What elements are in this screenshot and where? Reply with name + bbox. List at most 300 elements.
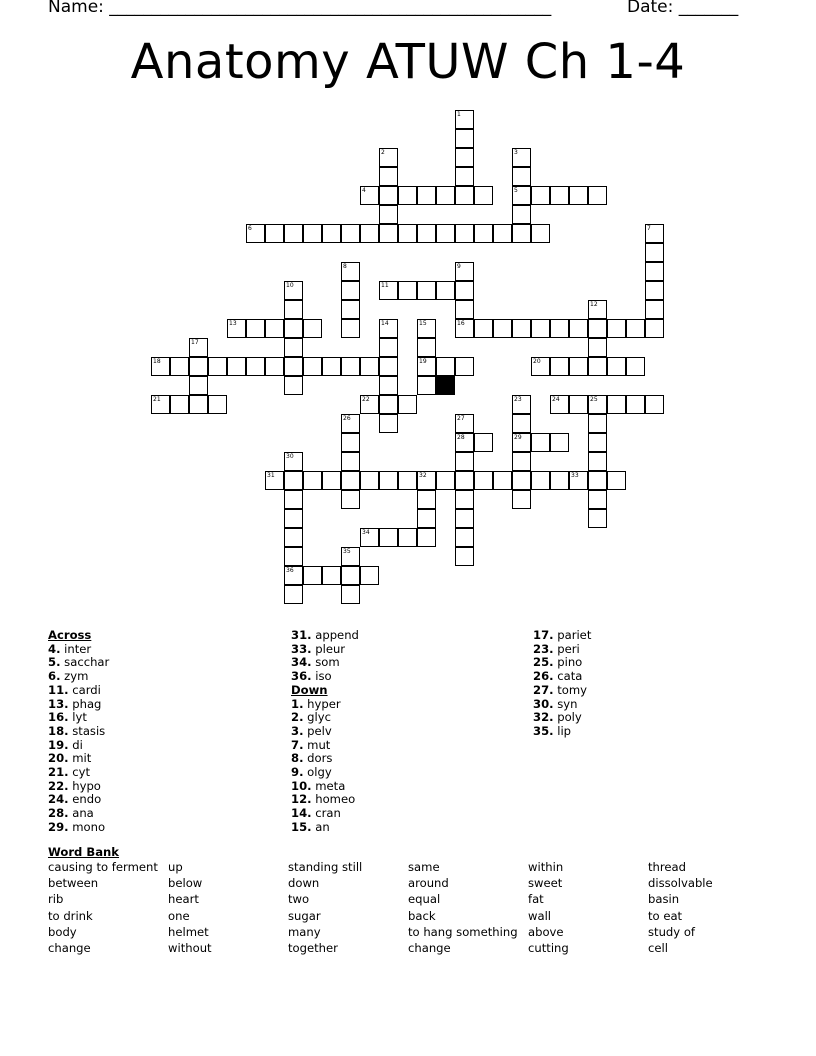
cell-number: 4 [362, 187, 366, 194]
grid-cell[interactable] [379, 471, 398, 490]
grid-cell[interactable] [284, 376, 303, 395]
grid-cell[interactable] [208, 395, 227, 414]
down-clue: 14. cran [291, 806, 341, 821]
word-bank-item: change [48, 940, 91, 955]
grid-cell[interactable] [303, 566, 322, 585]
down-clue: 15. an [291, 819, 330, 834]
cell-number: 36 [286, 567, 294, 574]
grid-cell[interactable] [645, 395, 664, 414]
down-clue: 10. meta [291, 778, 346, 793]
cell-number: 28 [457, 434, 465, 441]
grid-cell[interactable] [360, 566, 379, 585]
grid-cell[interactable] [303, 224, 322, 243]
grid-cell[interactable] [322, 566, 341, 585]
word-bank-item: many [288, 924, 321, 939]
cell-number: 5 [514, 187, 518, 194]
grid-cell[interactable] [265, 471, 284, 490]
down-clue: 32. poly [533, 710, 582, 725]
word-bank-item: same [408, 860, 440, 874]
grid-cell[interactable] [398, 281, 417, 300]
across-clue: 22. hypo [48, 778, 101, 793]
down-clue: 27. tomy [533, 682, 588, 697]
grid-cell[interactable] [455, 224, 474, 243]
grid-cell[interactable] [550, 471, 569, 490]
grid-cell[interactable] [341, 585, 360, 604]
grid-cell[interactable] [550, 319, 569, 338]
blocked-cell [436, 376, 455, 395]
grid-cell[interactable] [341, 547, 360, 566]
cell-number: 23 [514, 396, 522, 403]
grid-cell[interactable] [379, 205, 398, 224]
word-bank-item: body [48, 924, 77, 939]
cell-number: 32 [419, 472, 427, 479]
across-clue: 20. mit [48, 751, 92, 766]
word-bank-item: one [168, 908, 190, 923]
grid-cell[interactable] [284, 547, 303, 566]
clues-column-2 [291, 629, 359, 835]
grid-cell[interactable] [588, 357, 607, 376]
grid-cell[interactable] [417, 319, 436, 338]
grid-cell[interactable] [455, 433, 474, 452]
word-bank-grid [48, 860, 768, 955]
grid-cell[interactable] [550, 186, 569, 205]
word-bank [48, 845, 768, 955]
word-bank-item: change [408, 940, 451, 955]
date-line: Date: _______ [627, 0, 739, 17]
cell-number: 12 [590, 301, 598, 308]
grid-cell[interactable] [588, 319, 607, 338]
grid-cell[interactable] [284, 528, 303, 547]
word-bank-item: rib [48, 892, 64, 907]
grid-cell[interactable] [455, 547, 474, 566]
across-clue: 6. zym [48, 669, 89, 684]
grid-cell[interactable] [512, 224, 531, 243]
grid-cell[interactable] [607, 395, 626, 414]
grid-cell[interactable] [417, 338, 436, 357]
across-clue: 28. ana [48, 806, 94, 821]
grid-cell[interactable] [417, 509, 436, 528]
cell-number: 10 [286, 282, 294, 289]
word-bank-item: sugar [288, 908, 321, 923]
word-bank-item: equal [408, 892, 441, 907]
page-title: Anatomy ATUW Ch 1-4 [130, 34, 686, 90]
grid-cell[interactable] [455, 300, 474, 319]
grid-cell[interactable] [569, 357, 588, 376]
grid-cell[interactable] [645, 319, 664, 338]
grid-cell[interactable] [284, 224, 303, 243]
grid-cell[interactable] [512, 433, 531, 452]
word-bank-item: causing to ferment [48, 860, 158, 874]
grid-cell[interactable] [360, 186, 379, 205]
grid-cell[interactable] [531, 433, 550, 452]
cell-number: 18 [153, 358, 161, 365]
grid-cell[interactable] [531, 186, 550, 205]
grid-cell[interactable] [265, 319, 284, 338]
grid-cell[interactable] [512, 490, 531, 509]
grid-cell[interactable] [531, 357, 550, 376]
cell-number: 35 [343, 548, 351, 555]
grid-cell[interactable] [569, 319, 588, 338]
cell-number: 29 [514, 434, 522, 441]
grid-cell[interactable] [379, 357, 398, 376]
down-clue: 7. mut [291, 737, 331, 752]
grid-cell[interactable] [417, 528, 436, 547]
cell-number: 3 [514, 149, 518, 156]
cell-number: 9 [457, 263, 461, 270]
word-bank-item: cutting [528, 940, 569, 955]
grid-cell[interactable] [341, 281, 360, 300]
grid-cell[interactable] [531, 319, 550, 338]
grid-cell[interactable] [417, 281, 436, 300]
grid-cell[interactable] [455, 319, 474, 338]
grid-cell[interactable] [455, 414, 474, 433]
grid-cell[interactable] [246, 357, 265, 376]
across-heading: Across [48, 628, 92, 642]
grid-cell[interactable] [379, 224, 398, 243]
grid-cell[interactable] [512, 148, 531, 167]
grid-cell[interactable] [303, 471, 322, 490]
grid-cell[interactable] [455, 281, 474, 300]
grid-cell[interactable] [569, 471, 588, 490]
cell-number: 17 [191, 339, 199, 346]
grid-cell[interactable] [417, 224, 436, 243]
cell-number: 16 [457, 320, 465, 327]
name-line: Name: ____________________________________________________ [48, 0, 552, 17]
grid-cell[interactable] [417, 490, 436, 509]
grid-cell[interactable] [436, 357, 455, 376]
grid-cell[interactable] [208, 357, 227, 376]
grid-cell[interactable] [284, 452, 303, 471]
grid-cell[interactable] [512, 319, 531, 338]
grid-cell[interactable] [303, 357, 322, 376]
word-bank-item: thread [648, 860, 687, 874]
word-bank-item: back [408, 908, 436, 923]
cell-number: 14 [381, 320, 389, 327]
cell-number: 22 [362, 396, 370, 403]
down-clue: 2. glyc [291, 710, 331, 725]
grid-cell[interactable] [360, 395, 379, 414]
grid-cell[interactable] [512, 167, 531, 186]
word-bank-item: fat [528, 892, 544, 907]
grid-cell[interactable] [341, 357, 360, 376]
grid-cell[interactable] [607, 319, 626, 338]
grid-cell[interactable] [455, 452, 474, 471]
down-clue: 1. hyper [291, 696, 341, 711]
grid-cell[interactable] [303, 319, 322, 338]
grid-cell[interactable] [645, 300, 664, 319]
cell-number: 34 [362, 529, 370, 536]
cell-number: 27 [457, 415, 465, 422]
grid-cell[interactable] [341, 262, 360, 281]
down-clue: 23. peri [533, 641, 580, 656]
grid-cell[interactable] [227, 319, 246, 338]
clues-column-1 [48, 629, 109, 835]
word-bank-item: basin [648, 892, 680, 907]
grid-cell[interactable] [189, 338, 208, 357]
grid-cell[interactable] [379, 319, 398, 338]
grid-cell[interactable] [341, 433, 360, 452]
grid-cell[interactable] [189, 395, 208, 414]
grid-cell[interactable] [569, 395, 588, 414]
grid-cell[interactable] [284, 319, 303, 338]
word-bank-item: within [528, 860, 564, 874]
grid-cell[interactable] [512, 452, 531, 471]
grid-cell[interactable] [455, 186, 474, 205]
down-clue: 35. lip [533, 723, 572, 738]
word-bank-item: above [528, 924, 564, 939]
grid-cell[interactable] [341, 566, 360, 585]
grid-cell[interactable] [588, 452, 607, 471]
grid-cell[interactable] [284, 566, 303, 585]
cell-number: 6 [248, 225, 252, 232]
grid-cell[interactable] [550, 357, 569, 376]
grid-cell[interactable] [322, 224, 341, 243]
grid-cell[interactable] [227, 357, 246, 376]
grid-cell[interactable] [265, 357, 284, 376]
word-bank-item: to eat [648, 908, 683, 923]
word-bank-item: study of [648, 924, 696, 939]
grid-cell[interactable] [284, 471, 303, 490]
grid-cell[interactable] [512, 414, 531, 433]
cell-number: 33 [571, 472, 579, 479]
cell-number: 30 [286, 453, 294, 460]
word-bank-item: to hang something [408, 924, 518, 939]
down-clue: 30. syn [533, 696, 578, 711]
grid-cell[interactable] [455, 490, 474, 509]
grid-cell[interactable] [341, 414, 360, 433]
grid-cell[interactable] [588, 395, 607, 414]
cell-number: 24 [552, 396, 560, 403]
grid-cell[interactable] [626, 395, 645, 414]
grid-cell[interactable] [284, 585, 303, 604]
grid-cell[interactable] [360, 357, 379, 376]
grid-cell[interactable] [550, 433, 569, 452]
grid-cell[interactable] [379, 281, 398, 300]
word-bank-item: standing still [288, 860, 363, 874]
cell-number: 2 [381, 149, 385, 156]
grid-cell[interactable] [531, 471, 550, 490]
grid-cell[interactable] [341, 490, 360, 509]
down-clue: 9. olgy [291, 765, 332, 780]
word-bank-item: between [48, 876, 99, 891]
grid-cell[interactable] [588, 414, 607, 433]
grid-cell[interactable] [284, 490, 303, 509]
cell-number: 13 [229, 320, 237, 327]
grid-cell[interactable] [379, 167, 398, 186]
grid-cell[interactable] [417, 471, 436, 490]
grid-cell[interactable] [588, 490, 607, 509]
clues-column-3 [533, 629, 591, 739]
across-clue: 5. sacchar [48, 655, 110, 670]
word-bank-item: heart [168, 892, 199, 907]
grid-cell[interactable] [626, 357, 645, 376]
down-clue: 3. pelv [291, 723, 332, 738]
grid-cell[interactable] [474, 319, 493, 338]
grid-cell[interactable] [645, 262, 664, 281]
grid-cell[interactable] [379, 414, 398, 433]
across-clue: 34. som [291, 655, 340, 670]
grid-cell[interactable] [512, 186, 531, 205]
grid-cell[interactable] [341, 300, 360, 319]
word-bank-item: to drink [48, 908, 93, 923]
cell-number: 15 [419, 320, 427, 327]
grid-cell[interactable] [284, 509, 303, 528]
grid-cell[interactable] [379, 376, 398, 395]
grid-cell[interactable] [474, 433, 493, 452]
grid-cell[interactable] [379, 338, 398, 357]
cell-number: 20 [533, 358, 541, 365]
grid-cell[interactable] [455, 262, 474, 281]
grid-cell[interactable] [417, 376, 436, 395]
grid-cell[interactable] [474, 186, 493, 205]
grid-cell[interactable] [645, 224, 664, 243]
across-clue: 31. append [291, 628, 359, 642]
down-heading: Down [291, 682, 328, 697]
grid-cell[interactable] [246, 319, 265, 338]
down-clue: 25. pino [533, 655, 583, 670]
grid-cell[interactable] [151, 357, 170, 376]
grid-cell[interactable] [645, 243, 664, 262]
grid-cell[interactable] [455, 129, 474, 148]
across-clue: 18. stasis [48, 723, 106, 738]
grid-cell[interactable] [436, 224, 455, 243]
grid-cell[interactable] [588, 471, 607, 490]
word-bank-item: wall [528, 908, 552, 923]
grid-cell[interactable] [588, 186, 607, 205]
grid-cell[interactable] [398, 395, 417, 414]
grid-cell[interactable] [493, 319, 512, 338]
down-clue: 8. dors [291, 751, 333, 766]
grid-cell[interactable] [455, 148, 474, 167]
across-clue: 11. cardi [48, 682, 101, 697]
grid-cell[interactable] [189, 376, 208, 395]
grid-cell[interactable] [569, 186, 588, 205]
grid-cell[interactable] [284, 281, 303, 300]
grid-cell[interactable] [341, 471, 360, 490]
grid-cell[interactable] [170, 395, 189, 414]
word-bank-item: dissolvable [648, 876, 713, 891]
word-bank-item: helmet [168, 924, 209, 939]
grid-cell[interactable] [474, 224, 493, 243]
word-bank-item: without [168, 940, 212, 955]
grid-cell[interactable] [398, 471, 417, 490]
grid-cell[interactable] [189, 357, 208, 376]
grid-cell[interactable] [379, 528, 398, 547]
word-bank-item: up [168, 860, 183, 874]
across-clue: 19. di [48, 737, 83, 752]
grid-cell[interactable] [322, 357, 341, 376]
word-bank-item: cell [648, 940, 668, 955]
grid-cell[interactable] [588, 338, 607, 357]
cell-number: 21 [153, 396, 161, 403]
grid-cell[interactable] [607, 357, 626, 376]
word-bank-item: together [288, 940, 338, 955]
across-clue: 4. inter [48, 641, 92, 656]
grid-cell[interactable] [170, 357, 189, 376]
grid-cell[interactable] [360, 471, 379, 490]
grid-cell[interactable] [360, 528, 379, 547]
word-bank-heading: Word Bank [48, 845, 120, 859]
word-bank-item: two [288, 892, 310, 907]
grid-cell[interactable] [151, 395, 170, 414]
grid-cell[interactable] [436, 471, 455, 490]
cell-number: 8 [343, 263, 347, 270]
cell-number: 31 [267, 472, 275, 479]
grid-cell[interactable] [436, 281, 455, 300]
grid-cell[interactable] [455, 357, 474, 376]
grid-cell[interactable] [284, 300, 303, 319]
grid-cell[interactable] [341, 224, 360, 243]
grid-cell[interactable] [455, 509, 474, 528]
grid-cell[interactable] [379, 148, 398, 167]
grid-cell[interactable] [645, 281, 664, 300]
grid-cell[interactable] [398, 186, 417, 205]
across-clue: 13. phag [48, 696, 102, 711]
grid-cell[interactable] [493, 224, 512, 243]
grid-cell[interactable] [246, 224, 265, 243]
grid-cell[interactable] [455, 167, 474, 186]
grid-cell[interactable] [360, 224, 379, 243]
down-clue: 26. cata [533, 669, 583, 684]
grid-cell[interactable] [265, 224, 284, 243]
grid-cell[interactable] [455, 528, 474, 547]
across-clue: 24. endo [48, 792, 102, 807]
grid-cell[interactable] [588, 300, 607, 319]
grid-cell[interactable] [588, 433, 607, 452]
cell-number: 26 [343, 415, 351, 422]
grid-cell[interactable] [607, 471, 626, 490]
grid-cell[interactable] [322, 471, 341, 490]
across-clue: 16. lyt [48, 710, 87, 725]
grid-cell[interactable] [512, 395, 531, 414]
across-clue: 29. mono [48, 819, 106, 834]
down-clue: 17. pariet [533, 628, 592, 642]
grid-cell[interactable] [512, 205, 531, 224]
word-bank-item: sweet [528, 876, 563, 891]
across-clue: 33. pleur [291, 641, 346, 656]
grid-cell[interactable] [398, 224, 417, 243]
cell-number: 1 [457, 111, 461, 118]
grid-cell[interactable] [474, 471, 493, 490]
grid-cell[interactable] [398, 528, 417, 547]
down-clue: 12. homeo [291, 792, 356, 807]
grid-cell[interactable] [531, 224, 550, 243]
cell-number: 19 [419, 358, 427, 365]
cell-number: 7 [647, 225, 651, 232]
grid-cell[interactable] [284, 338, 303, 357]
grid-cell[interactable] [417, 357, 436, 376]
grid-cell[interactable] [626, 319, 645, 338]
across-clue: 21. cyt [48, 765, 91, 780]
grid-cell[interactable] [512, 471, 531, 490]
grid-cell[interactable] [455, 471, 474, 490]
grid-cell[interactable] [455, 110, 474, 129]
grid-cell[interactable] [341, 452, 360, 471]
grid-cell[interactable] [379, 186, 398, 205]
grid-cell[interactable] [379, 395, 398, 414]
grid-cell[interactable] [588, 509, 607, 528]
grid-cell[interactable] [417, 186, 436, 205]
grid-cell[interactable] [493, 471, 512, 490]
grid-cell[interactable] [436, 186, 455, 205]
grid-cell[interactable] [284, 357, 303, 376]
across-clue: 36. iso [291, 669, 332, 684]
grid-cell[interactable] [341, 319, 360, 338]
cell-number: 11 [381, 282, 389, 289]
word-bank-item: down [288, 876, 320, 891]
word-bank-item: below [168, 876, 203, 891]
grid-cell[interactable] [550, 395, 569, 414]
